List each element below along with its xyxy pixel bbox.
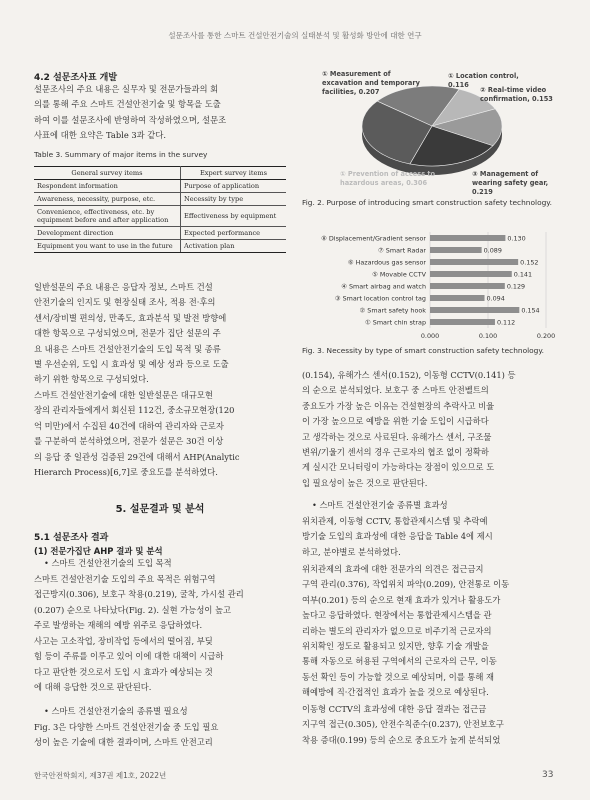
value-label: 0.129: [506, 282, 526, 291]
table-row: [34, 180, 286, 193]
bar: [430, 235, 505, 241]
paragraph-effectiveness-intro: 위치관제, 이동형 CCTV, 통합관제시스템 및 추락예 방기술 도입의 효과성에 대한 응답을 Table 4에 제시 하고, 분야별로 분석하였다.: [302, 516, 493, 557]
bar: [430, 247, 482, 253]
paragraph-survey-respondents: 스마트 건설안전기술에 대한 일반설문은 대규모현 장의 관리자들에게서 회신된 112건, 중소규모현장(120 억 미만)에서 수집된 40건에 대하여 관리자와 근로자 를 구분하여 분석하였으며, 전문가 설문은 30건 이상 의 응답 중 일관성 검증된 29건에 대해서 AHP(Analytic Hierarch Process)[6,7]로 중요도를 분석하였다.: [34, 390, 240, 478]
pie-label-location: ① Location control, 0.116: [448, 72, 519, 89]
section-5-1-heading: 5.1 설문조사 결과: [34, 533, 109, 543]
bar: [430, 295, 485, 301]
category-label: ④ Smart airbag and watch: [341, 282, 426, 291]
table-row: [34, 240, 286, 253]
section-4-2-heading: 4.2 설문조사표 개발: [34, 73, 118, 83]
x-tick-label: 0.000: [420, 332, 440, 340]
bullet-necessity-type: • 스마트 건설안전기술의 종류별 필요성: [44, 706, 188, 716]
bar: [430, 271, 512, 277]
running-header: 설문조사를 통한 스마트 건설안전기술의 실태분석 및 활성화 방안에 대한 연구: [168, 31, 422, 40]
fig-2-caption: Fig. 2. Purpose of introducing smart construction safety technology.: [302, 198, 552, 207]
table-cell: Equipment you want to use in the future: [34, 240, 181, 253]
pie-label-prevention: ① Prevention of access to hazardous areas, 0.306: [340, 170, 436, 187]
category-label: ⑦ Smart Radar: [378, 246, 426, 255]
table-header-general: General survey items: [34, 167, 181, 180]
table-cell: Necessity by type: [181, 193, 287, 206]
table-cell: Purpose of application: [181, 180, 287, 193]
category-label: ③ Smart location control tag: [334, 294, 426, 303]
table-row: [34, 193, 286, 206]
pie-label-safety-gear: ③ Management of wearing safety gear, 0.219: [472, 170, 549, 196]
paragraph-accident-types: 사고는 고소작업, 장비작업 등에서의 떨어짐, 부딪 힘 등이 주류를 이루고 있어 이에 대한 대책이 시급하 다고 판단한 것으로서 도입 시 효과가 예상되는 것 에 대해 응답한 것으로 판단된다.: [34, 636, 224, 693]
value-label: 0.141: [513, 270, 533, 279]
table-cell: Respondent information: [34, 180, 181, 193]
bar-chart-svg: [300, 226, 562, 344]
category-label: ⑥ Hazardous gas sensor: [347, 258, 426, 267]
table-cell: Development direction: [34, 227, 181, 240]
value-label: 0.130: [507, 234, 526, 243]
page-number: 33: [542, 770, 554, 780]
paragraph-survey-dev: 설문조사의 주요 내용은 실무자 및 전문가들과의 회 의를 통해 주요 스마트 건설안전기술 및 항목을 도출 하여 이를 설문조사에 반영하여 작성하였으며, 설문조 사표에 대한 요약은 Table 3과 같다.: [34, 84, 227, 141]
table-cell: Expected performance: [181, 227, 287, 240]
bar: [430, 283, 505, 289]
bar: [430, 259, 518, 265]
fig-2-pie-chart: [300, 62, 562, 200]
table-cell: Effectiveness by equipment: [181, 206, 287, 227]
fig-3-caption: Fig. 3. Necessity by type of smart construction safety technology.: [302, 346, 545, 355]
paragraph-purpose-results: 스마트 건설안전기술 도입의 주요 목적은 위험구역 접근방지(0.306), 보호구 착용(0.219), 굴착, 가시설 관리 (0.207) 순으로 나타났다(Fig. 2). 실현 가능성이 높고 주로 발생하는 재해의 예방 위주로 응답하였다.: [34, 574, 244, 631]
value-label: 0.094: [486, 294, 505, 303]
value-label: 0.112: [496, 318, 516, 327]
pie-label-video: ② Real-time video confirmation, 0.153: [480, 86, 553, 103]
category-label: ② Smart safety hook: [359, 306, 426, 315]
paragraph-survey-contents: 일반설문의 주요 내용은 응답자 정보, 스마트 건설 안전기술의 인지도 및 현장실태 조사, 적용 전·후의 센서/장비별 편의성, 만족도, 효과분석 및 발전 방향에 대한 항목으로 구성되었으며, 전문가 집단 설문의 주 요 내용은 스마트 건설안전기술의 도입 목적 및 종류 별 우선순위, 도입 시 효과성 및 예상 성과 등으로 도출 하기 위한 항목으로 구성되었다.: [34, 282, 229, 385]
paragraph-necessity-results: (0.154), 유해가스 센서(0.152), 이동형 CCTV(0.141) 등 의 순으로 분석되었다. 보호구 중 스마트 안전벨트의 중요도가 가장 높은 이유는 건설현장의 추락사고 비율 이 가장 높으므로 예방을 위한 기술 도입이 시급하다 고 생각하는 것으로 사료된다. 유해가스 센서, 구조물 변위/기울기 센서의 경우 근로자의 협조 없이 정확하 게 실시간 모니터링이 가능하다는 장점이 있으므로 도 입 필요성이 높은 것으로 판단된다.: [302, 370, 516, 488]
fig-3-bar-chart: [300, 226, 562, 344]
bar: [430, 307, 519, 313]
category-label: ⑤ Movable CCTV: [372, 270, 426, 279]
bar: [430, 319, 495, 325]
paragraph-movable-cctv: 이동형 CCTV의 효과성에 대한 응답 결과는 접근금 지구역 접근(0.305), 안전수칙준수(0.237), 안전보호구 착용 증대(0.199) 등의 순으로 중요도가 높게 분석되었: [302, 704, 504, 745]
category-label: ⑧ Displacement/Gradient sensor: [321, 234, 426, 243]
table-cell: Activation plan: [181, 240, 287, 253]
table-cell: Awareness, necessity, purpose, etc.: [34, 193, 181, 206]
table-3-caption: Table 3. Summary of major items in the survey: [34, 150, 208, 159]
paragraph-location-control: 위치관제의 효과에 대한 전문가의 의견은 접근금지 구역 관리(0.376), 작업위치 파악(0.209), 안전통로 이동 여부(0.201) 등의 순으로 현재 효과가 있거나 활용도가 높다고 응답하였다. 현장에서는 통합관제시스템을 관 리하는 별도의 관리자가 없으므로 비주기적 근로자의 위치확인 정도로 활용되고 있지만, 향후 기술 개발을 통해 자동으로 허용된 구역에서의 근로자의 근무, 이동 동선 확인 등이 가능할 것으로 예상되며, 이를 통해 재 해예방에 직·간접적인 효과가 높을 것으로 예상된다.: [302, 564, 510, 698]
section-5-heading: 5. 설문결과 및 분석: [115, 504, 205, 515]
table-row: [34, 227, 286, 240]
value-label: 0.152: [520, 258, 539, 267]
bullet-effectiveness: • 스마트 건설안전기술 종류별 효과성: [312, 500, 448, 510]
table-3: [34, 166, 286, 253]
value-label: 0.154: [521, 306, 540, 315]
x-tick-label: 0.100: [478, 332, 498, 340]
table-row: [34, 206, 286, 227]
category-label: ① Smart chin strap: [365, 318, 426, 327]
value-label: 0.089: [483, 246, 502, 255]
table-cell: Convenience, effectiveness, etc. by equipment before and after application: [34, 206, 181, 227]
bullet-intro-purpose: • 스마트 건설안전기술의 도입 목적: [44, 558, 172, 568]
journal-footer: 한국안전학회지, 제37권 제1호, 2022년: [34, 771, 167, 780]
paragraph-fig3-intro: Fig. 3은 다양한 스마트 건설안전기술 중 도입 필요 성이 높은 기술에 대한 결과이며, 스마트 안전고리: [34, 722, 219, 748]
x-tick-label: 0.200: [536, 332, 556, 340]
pie-label-excavation: ① Measurement of excavation and temporary facilities, 0.207: [322, 70, 420, 96]
section-5-1-1-heading: (1) 전문가집단 AHP 결과 및 분석: [34, 546, 163, 556]
table-header-expert: Expert survey items: [181, 167, 287, 180]
